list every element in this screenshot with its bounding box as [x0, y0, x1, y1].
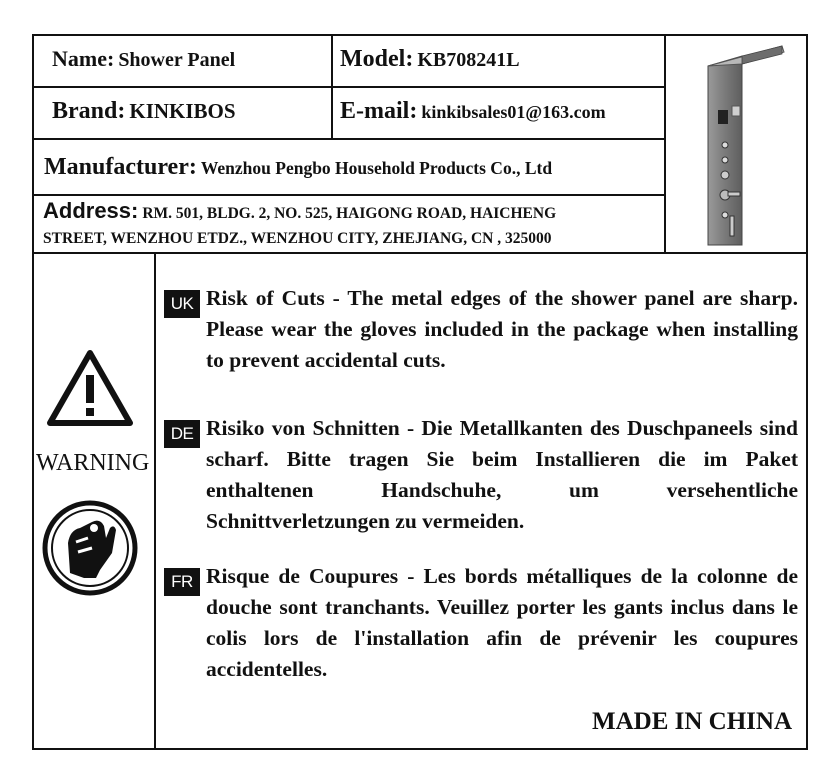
model-value: KB708241L	[417, 49, 520, 71]
divider-row2	[32, 138, 664, 140]
shower-panel-image	[690, 40, 794, 248]
manufacturer-value: Wenzhou Pengbo Household Products Co., Ltd	[200, 158, 553, 178]
warning-triangle-icon	[46, 348, 134, 428]
divider-warning-col	[154, 252, 156, 750]
made-in-label: MADE IN CHINA	[592, 708, 792, 735]
address-line1: RM. 501, BLDG. 2, NO. 525, HAIGONG ROAD, HAICHENG	[142, 205, 557, 222]
divider-col-image	[664, 34, 666, 254]
wear-gloves-icon	[40, 498, 140, 598]
model-field	[340, 46, 520, 73]
divider-col-model	[331, 34, 333, 138]
warning-text-de: Risiko von Schnitten - Die Metallkanten des Duschpaneels sind scharf. Bitte tragen Sie beim Installieren die im Paket enthaltenen Handschuhe, um versehentliche Schnittverletzungen zu vermeiden.	[206, 416, 798, 533]
brand-field	[52, 98, 236, 125]
address-line2: STREET, WENZHOU ETDZ., WENZHOU CITY, ZHEJIANG, CN , 325000	[43, 230, 552, 247]
warning-text-uk: Risk of Cuts - The metal edges of the shower panel are sharp. Please wear the gloves included in the package when installing to prevent accidental cuts.	[206, 286, 798, 372]
frame-left	[32, 34, 34, 750]
frame-bottom	[32, 748, 808, 750]
divider-row3	[32, 194, 664, 196]
email-value: kinkibsales01@163.com	[421, 102, 606, 122]
divider-header-bottom	[32, 252, 808, 254]
lang-badge-uk: UK	[164, 290, 200, 318]
address-field	[43, 198, 556, 251]
address-label: Address:	[43, 198, 139, 223]
manufacturer-field	[44, 154, 552, 181]
model-label: Model:	[340, 46, 414, 72]
divider-row1	[32, 86, 664, 88]
manufacturer-label: Manufacturer:	[44, 154, 197, 180]
frame-top	[32, 34, 808, 36]
lang-badge-fr: FR	[164, 568, 200, 596]
warning-text-fr: Risque de Coupures - Les bords métalliques de la colonne de douche sont tranchants. Veuillez porter les gants inclus dans le colis lors de l'installation afin de prévenir les coupures accidentelles.	[206, 564, 798, 681]
warning-label: WARNING	[36, 450, 150, 476]
email-field	[340, 98, 606, 125]
frame-right	[806, 34, 808, 750]
name-label: Name:	[52, 46, 115, 71]
lang-badge-de: DE	[164, 420, 200, 448]
email-label: E-mail:	[340, 98, 418, 124]
brand-label: Brand:	[52, 98, 126, 124]
name-value: Shower Panel	[118, 49, 236, 71]
name-field	[52, 46, 235, 72]
brand-value: KINKIBOS	[129, 99, 236, 123]
